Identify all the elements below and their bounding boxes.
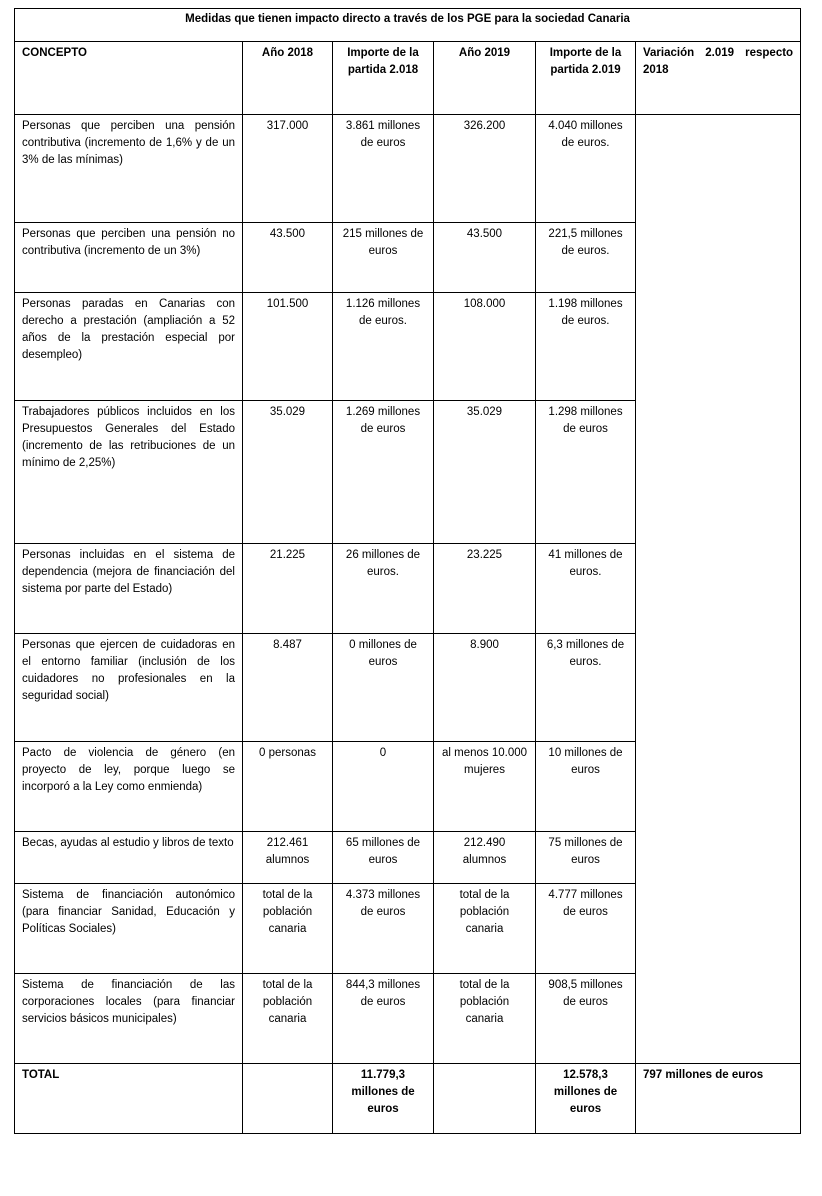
importe-2019-cell: 6,3 millones de euros.	[536, 634, 636, 742]
anio-2019-cell: total de la población canaria	[434, 884, 536, 974]
header-anio-2018: Año 2018	[243, 42, 333, 115]
anio-2019-cell: 8.900	[434, 634, 536, 742]
anio-2019-cell: 108.000	[434, 293, 536, 401]
importe-2018-cell: 65 millones de euros	[333, 832, 434, 884]
concepto-cell: Personas que ejercen de cuidadoras en el entorno familiar (inclusión de los cuidadores no profesionales en la seguridad social)	[15, 634, 243, 742]
total-anio-2018	[243, 1064, 333, 1134]
anio-2018-cell: total de la población canaria	[243, 884, 333, 974]
concepto-cell: Becas, ayudas al estudio y libros de texto	[15, 832, 243, 884]
importe-2019-cell: 4.777 millones de euros	[536, 884, 636, 974]
importe-2018-cell: 844,3 millones de euros	[333, 974, 434, 1064]
importe-2018-cell: 0	[333, 742, 434, 832]
anio-2018-cell: 8.487	[243, 634, 333, 742]
anio-2019-cell: al menos 10.000 mujeres	[434, 742, 536, 832]
anio-2018-cell: 0 personas	[243, 742, 333, 832]
anio-2018-cell: 35.029	[243, 401, 333, 544]
importe-2019-cell: 221,5 millones de euros.	[536, 223, 636, 293]
header-importe-2019: Importe de la partida 2.019	[536, 42, 636, 115]
importe-2018-cell: 4.373 millones de euros	[333, 884, 434, 974]
importe-2019-cell: 4.040 millones de euros.	[536, 115, 636, 223]
concepto-cell: Pacto de violencia de género (en proyecto de ley, porque luego se incorporó a la Ley como enmienda)	[15, 742, 243, 832]
anio-2018-cell: 43.500	[243, 223, 333, 293]
anio-2019-cell: 326.200	[434, 115, 536, 223]
total-row	[15, 1064, 801, 1134]
table-row	[15, 115, 801, 223]
importe-2019-cell: 75 millones de euros	[536, 832, 636, 884]
table-header-row	[15, 42, 801, 115]
importe-2018-cell: 1.126 millones de euros.	[333, 293, 434, 401]
pge-measures-table	[14, 8, 801, 1134]
document-page	[14, 8, 800, 1134]
importe-2019-cell: 41 millones de euros.	[536, 544, 636, 634]
anio-2019-cell: total de la población canaria	[434, 974, 536, 1064]
importe-2019-cell: 10 millones de euros	[536, 742, 636, 832]
importe-2018-cell: 3.861 millones de euros	[333, 115, 434, 223]
concepto-cell: Personas que perciben una pensión contributiva (incremento de 1,6% y de un 3% de las mínimas)	[15, 115, 243, 223]
anio-2018-cell: 317.000	[243, 115, 333, 223]
table-title-row	[15, 9, 801, 42]
header-concepto: CONCEPTO	[15, 42, 243, 115]
total-importe-2018: 11.779,3 millones de euros	[333, 1064, 434, 1134]
anio-2019-cell: 35.029	[434, 401, 536, 544]
importe-2018-cell: 26 millones de euros.	[333, 544, 434, 634]
variacion-empty-cell	[636, 115, 801, 1064]
importe-2019-cell: 908,5 millones de euros	[536, 974, 636, 1064]
anio-2018-cell: 212.461 alumnos	[243, 832, 333, 884]
total-anio-2019	[434, 1064, 536, 1134]
total-importe-2019: 12.578,3 millones de euros	[536, 1064, 636, 1134]
concepto-cell: Personas incluidas en el sistema de dependencia (mejora de financiación del sistema por parte del Estado)	[15, 544, 243, 634]
importe-2018-cell: 1.269 millones de euros	[333, 401, 434, 544]
anio-2019-cell: 212.490 alumnos	[434, 832, 536, 884]
anio-2019-cell: 43.500	[434, 223, 536, 293]
total-variacion: 797 millones de euros	[636, 1064, 801, 1134]
concepto-cell: Personas que perciben una pensión no contributiva (incremento de un 3%)	[15, 223, 243, 293]
importe-2018-cell: 215 millones de euros	[333, 223, 434, 293]
anio-2018-cell: 21.225	[243, 544, 333, 634]
concepto-cell: Sistema de financiación de las corporaciones locales (para financiar servicios básicos municipales)	[15, 974, 243, 1064]
concepto-cell: Personas paradas en Canarias con derecho a prestación (ampliación a 52 años de la prestación especial por desempleo)	[15, 293, 243, 401]
anio-2018-cell: 101.500	[243, 293, 333, 401]
anio-2018-cell: total de la población canaria	[243, 974, 333, 1064]
concepto-cell: Sistema de financiación autonómico (para financiar Sanidad, Educación y Políticas Sociales)	[15, 884, 243, 974]
header-importe-2018: Importe de la partida 2.018	[333, 42, 434, 115]
header-variacion: Variación 2.019 respecto 2018	[636, 42, 801, 115]
header-anio-2019: Año 2019	[434, 42, 536, 115]
anio-2019-cell: 23.225	[434, 544, 536, 634]
total-label: TOTAL	[15, 1064, 243, 1134]
importe-2019-cell: 1.298 millones de euros	[536, 401, 636, 544]
importe-2018-cell: 0 millones de euros	[333, 634, 434, 742]
importe-2019-cell: 1.198 millones de euros.	[536, 293, 636, 401]
table-title: Medidas que tienen impacto directo a través de los PGE para la sociedad Canaria	[15, 9, 801, 42]
concepto-cell: Trabajadores públicos incluidos en los Presupuestos Generales del Estado (incremento de las retribuciones de un mínimo de 2,25%)	[15, 401, 243, 544]
